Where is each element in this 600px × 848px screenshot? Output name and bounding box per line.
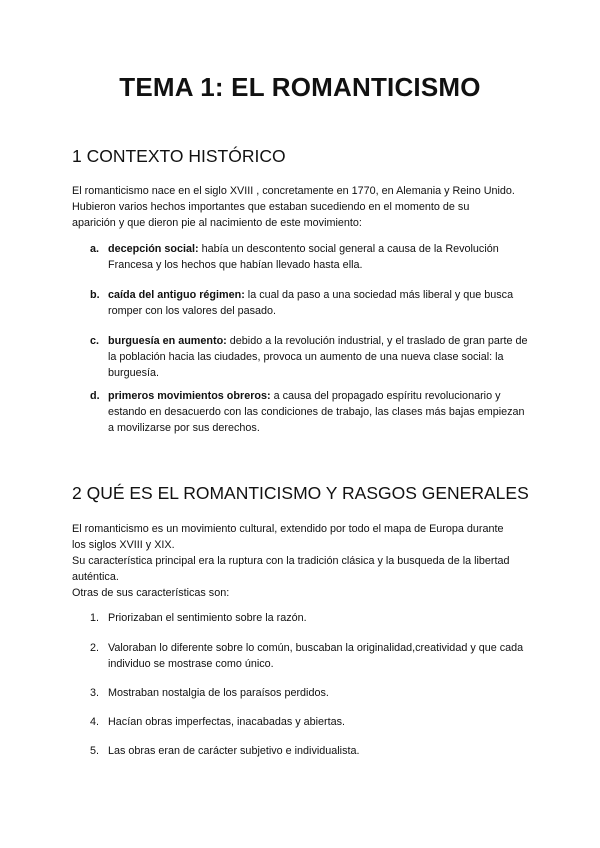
- list-marker: 2.: [90, 642, 100, 654]
- section-2-intro-line: Otras de sus características son:: [72, 587, 230, 599]
- list-item-text: [108, 287, 533, 319]
- list-item-text: Las obras eran de carácter subjetivo e individualista.: [108, 745, 360, 757]
- list-item-term: caída del antiguo régimen:: [108, 289, 245, 301]
- section-2-intro-line: los siglos XVIII y XIX.: [72, 539, 175, 551]
- list-marker: 3.: [90, 687, 100, 699]
- list-marker: 1.: [90, 612, 100, 624]
- section-1-intro: [72, 183, 532, 231]
- section-1-intro-line: Hubieron varios hechos importantes que estaban sucediendo en el momento de su: [72, 201, 470, 213]
- list-item-term: burguesía en aumento:: [108, 335, 227, 347]
- list-marker: a.: [90, 243, 100, 255]
- list-item-body: la cual da paso a una sociedad más liberal y que busca romper con los valores del pasado.: [108, 289, 514, 317]
- section-1-heading: 1 CONTEXTO HISTÓRICO: [72, 146, 286, 166]
- list-marker: 4.: [90, 716, 100, 728]
- list-item-text: Mostraban nostalgia de los paraísos perdidos.: [108, 687, 329, 699]
- list-item-text: [108, 388, 533, 436]
- list-marker: d.: [90, 390, 100, 402]
- list-item-term: decepción social:: [108, 243, 199, 255]
- list-item-body: a causa del propagado espíritu revolucionario y estando en desacuerdo con las condiciones de trabajo, las clases más bajas empiezan a movilizarse por sus derechos.: [108, 390, 525, 434]
- list-marker: 5.: [90, 745, 100, 757]
- list-marker: c.: [90, 335, 100, 347]
- list-item-text: Valoraban lo diferente sobre lo común, buscaban la originalidad,creatividad y que cada individuo se mostrase como único.: [108, 642, 524, 670]
- page-title: TEMA 1: EL ROMANTICISMO: [119, 72, 481, 102]
- list-item-text: [108, 241, 533, 273]
- section-1-intro-line: El romanticismo nace en el siglo XVIII , concretamente en 1770, en Alemania y Reino Unido.: [72, 185, 515, 197]
- list-item-body: debido a la revolución industrial, y el traslado de gran parte de la población hacia las ciudades, provoca un aumento de una nueva clase social: la burguesía.: [108, 335, 528, 379]
- list-item-body: había un descontento social general a causa de la Revolución Francesa y los hechos que habían llevado hasta ella.: [108, 243, 499, 271]
- section-2-heading: 2 QUÉ ES EL ROMANTICISMO Y RASGOS GENERALES: [72, 483, 529, 503]
- section-2-intro-line: Su característica principal era la ruptura con la tradición clásica y la busqueda de la libertad: [72, 555, 510, 567]
- list-item-text: Priorizaban el sentimiento sobre la razón.: [108, 612, 307, 624]
- section-1-intro-line: aparición y que dieron pie al nacimiento de este movimiento:: [72, 217, 362, 229]
- list-item-text: [108, 333, 533, 381]
- list-item-term: primeros movimientos obreros:: [108, 390, 271, 402]
- list-item-text: Hacían obras imperfectas, inacabadas y abiertas.: [108, 716, 346, 728]
- section-2-intro: [72, 521, 532, 601]
- section-2-intro-line: auténtica.: [72, 571, 119, 583]
- section-2-intro-line: El romanticismo es un movimiento cultural, extendido por todo el mapa de Europa durante: [72, 523, 504, 535]
- list-marker: b.: [90, 289, 100, 301]
